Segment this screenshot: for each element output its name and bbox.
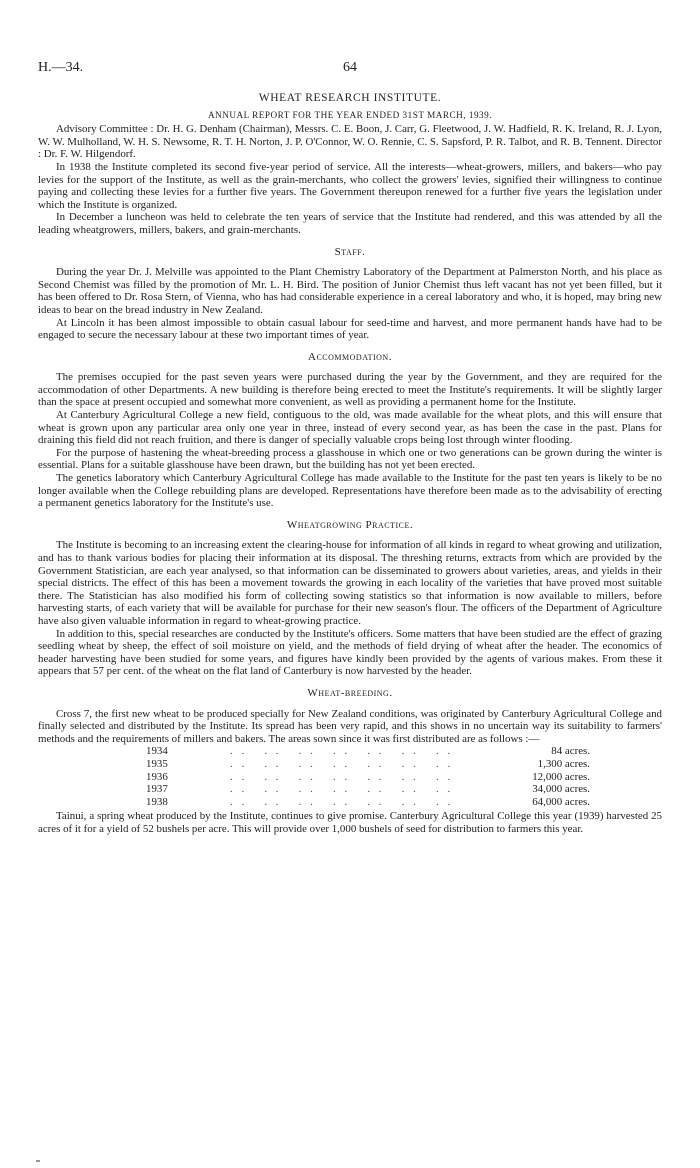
section-heading-wheat-breeding: Wheat-breeding. bbox=[307, 686, 393, 699]
area-acres: 1,300 acres. bbox=[537, 757, 590, 770]
breeding-paragraph: Cross 7, the first new wheat to be produced specially for New Zealand conditions, was originated by Canterbury Agricultural College and finally selected and distributed by the Institute. Its spread has been very rapid, and this shows in no uncertain way its suitability to farmers' methods and the requirements of millers and bakers. The areas sown since it was first distributed are as follows :— bbox=[38, 707, 662, 745]
report-reference: H.—34. bbox=[38, 60, 84, 75]
breeding-paragraph: Tainui, a spring wheat produced by the Institute, continues to give promise. Canterbury Agricultural College this year (1939) harvested 25 acres of it for a yield of 52 bushels per acre. This will provide over 1,000 bushels of seed for distribution to farmers this year. bbox=[38, 810, 662, 835]
wheatgrowing-paragraph: The Institute is becoming to an increasing extent the clearing-house for information of all kinds in regard to wheat growing and utilization, and has to thank various bodies for placing their information at its disposal. The threshing returns, extracts from which are provided by the Government Statistician, are each year analysed, so that information can be disseminated to growers about varieties, areas, and yields in their special districts. The effect of this has been a movement towards the growing in each locality of the varieties that have proved most suitable there. The Statistician has also modified his form of collecting sowing statistics so that information is now available to millers, before harvesting starts, of each variety that will be available for purchase for their new season's flour. The officers of the Department of Agriculture have also given valuable information in regard to wheat-growing practice. bbox=[38, 539, 662, 627]
area-year: 1936 bbox=[146, 770, 168, 783]
section-heading-accommodation: Accommodation. bbox=[308, 350, 392, 363]
document-title: WHEAT RESEARCH INSTITUTE. bbox=[258, 92, 442, 104]
accommodation-paragraph: The premises occupied for the past seven years were purchased during the year by the Government, and they are required for the accommodation of other Departments. A new building is therefore being erected to meet the Institute's requirements. It will be slightly larger than the space at present occupied and somewhat more convenient, as well as providing a permanent home for the Institute. bbox=[38, 371, 662, 409]
table-row bbox=[146, 783, 590, 796]
area-year: 1934 bbox=[146, 745, 168, 758]
staff-paragraph: At Lincoln it has been almost impossible to obtain casual labour for seed-time and harvest, and more permanent hands have had to be engaged to secure the necessary labour at these two important times of year. bbox=[38, 316, 662, 342]
page-number: 64 bbox=[343, 60, 357, 75]
leader-dots: . . . . . . . . . . . . . . bbox=[230, 783, 454, 796]
intro-paragraph: In 1938 the Institute completed its second five-year period of service. All the interests—wheat-growers, millers, and bakers—who pay levies for the support of the Institute, as well as the grain-merchants, who collect the growers' levies, signified their willingness to continue paying and collecting these levies for a further five years. The Government thereupon renewed for a further five years the legislation under which the Institute is organized. bbox=[38, 160, 662, 211]
document-subtitle: ANNUAL REPORT FOR THE YEAR ENDED 31ST MARCH, 1939. bbox=[207, 109, 493, 120]
section-heading-staff: Staff. bbox=[334, 245, 366, 258]
area-year: 1938 bbox=[146, 795, 168, 808]
area-acres: 12,000 acres. bbox=[532, 770, 590, 783]
staff-paragraph: During the year Dr. J. Melville was appointed to the Plant Chemistry Laboratory of the Department at Palmerston North, and his place as Second Chemist was filled by the promotion of Mr. L. H. Bird. The position of Junior Chemist thus left vacant has not yet been filled, but it has been offered to Dr. Rosa Stern, of Vienna, who has had considerable experience in a cereal laboratory and who, it is hoped, may bring new ideas to bear on the bread industry in New Zealand. bbox=[38, 266, 662, 316]
accommodation-paragraph: At Canterbury Agricultural College a new field, contiguous to the old, was made available for the wheat plots, and this will ensure that wheat is grown upon any particular area only one year in three, instead of every second year, as has been the case in the past. Plans for draining this field did not reach fruition, and there is danger of specially valuable crops being lost through winter flooding. bbox=[38, 409, 662, 447]
page-header bbox=[38, 60, 662, 76]
scan-mark bbox=[36, 1160, 40, 1162]
leader-dots: . . . . . . . . . . . . . . bbox=[230, 757, 454, 770]
table-row bbox=[146, 758, 590, 771]
wheatgrowing-paragraph: In addition to this, special researches are conducted by the Institute's officers. Some matters that have been studied are the effect of grazing seedling wheat by sheep, the effect of soil moisture on yield, and the methods of field drying of wheat after the header. The economics of header harvesting have been studied for some years, and figures have kindly been provided by the agents of various makes. From these it appears that 57 per cent. of the wheat on the flat land of Canterbury is now harvested by the header. bbox=[38, 627, 662, 678]
areas-sown-table bbox=[146, 745, 590, 808]
area-acres: 84 acres. bbox=[551, 745, 590, 758]
table-row bbox=[146, 771, 590, 784]
area-acres: 34,000 acres. bbox=[532, 783, 590, 796]
advisory-committee-paragraph: Advisory Committee : Dr. H. G. Denham (Chairman), Messrs. C. E. Boon, J. Carr, G. Fleetwood, J. W. Hadfield, R. K. Ireland, R. J. Lyon, W. W. Mulholland, W. H. S. Newsome, R. T. H. Norton, J. P. O'Connor, W. O. Rennie, C. S. Sapsford, P. R. Talbot, and R. B. Tennent. Director : Dr. F. W. Hilgendorf. bbox=[38, 123, 662, 161]
table-row bbox=[146, 745, 590, 758]
leader-dots: . . . . . . . . . . . . . . bbox=[230, 795, 454, 808]
intro-paragraph: In December a luncheon was held to celebrate the ten years of service that the Institute had rendered, and this was attended by all the leading wheatgrowers, millers, bakers, and grain-merchants. bbox=[38, 211, 662, 236]
accommodation-paragraph: The genetics laboratory which Canterbury Agricultural College has made available to the Institute for the past ten years is likely to be no longer available when the College rebuilding plans are developed. Representations have therefore been made as to the advisability of erecting a permanent genetics laboratory for the Institute's use. bbox=[38, 472, 662, 510]
area-year: 1937 bbox=[146, 783, 168, 796]
leader-dots: . . . . . . . . . . . . . . bbox=[230, 770, 454, 783]
area-acres: 64,000 acres. bbox=[532, 795, 590, 808]
area-year: 1935 bbox=[146, 757, 168, 770]
section-heading-wheatgrowing: Wheatgrowing Practice. bbox=[286, 518, 414, 531]
table-row bbox=[146, 796, 590, 809]
accommodation-paragraph: For the purpose of hastening the wheat-breeding process a glasshouse in which one or two generations can be grown during the winter is essential. Plans for a suitable glasshouse have been drawn, but the building has not yet been erected. bbox=[38, 446, 662, 472]
leader-dots: . . . . . . . . . . . . . . bbox=[230, 745, 454, 758]
